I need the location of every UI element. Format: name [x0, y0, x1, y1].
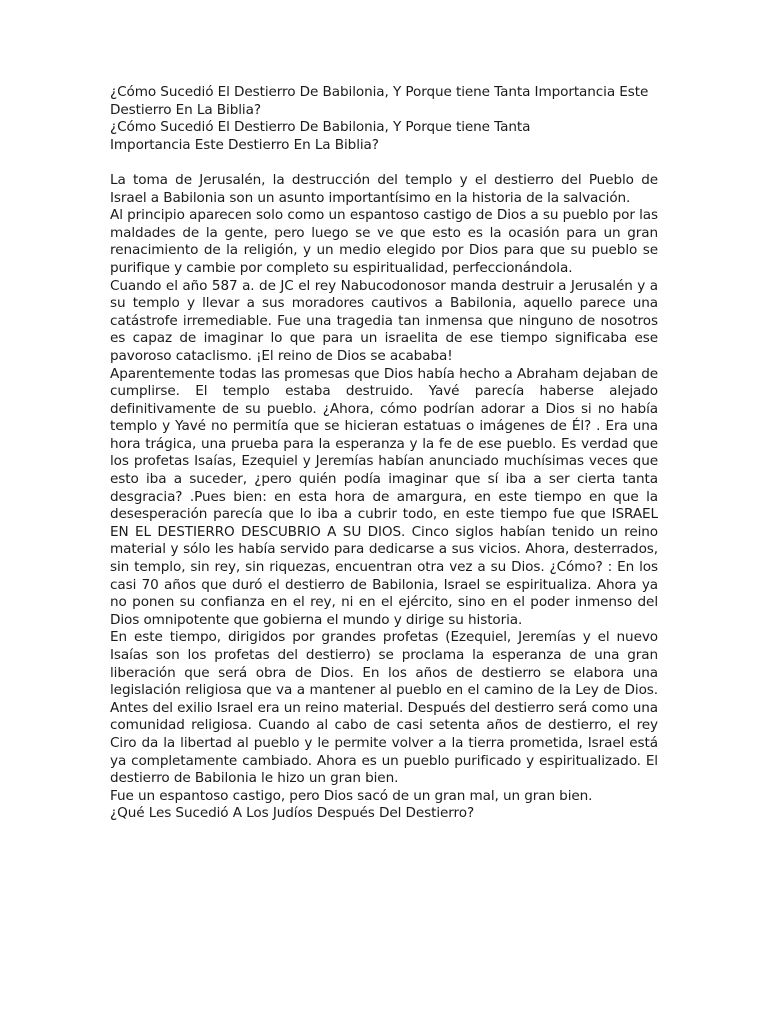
paragraph-intro: La toma de Jerusalén, la destrucción del templo y el destierro del Pueblo de Israel a Babilonia son un asunto importantísimo en la historia de la salvación.: [110, 171, 658, 206]
document-title: ¿Cómo Sucedió El Destierro De Babilonia, Y Porque tiene Tanta Importancia Este Destierro En La Biblia?: [110, 84, 649, 118]
document-title-repeat: ¿Cómo Sucedió El Destierro De Babilonia, Y Porque tiene Tanta Importancia Este Destierro En La Biblia?: [110, 119, 531, 153]
blank-line: [110, 154, 658, 172]
paragraph-punishment: Al principio aparecen solo como un espantoso castigo de Dios a su pueblo por las maldades de la gente, pero luego se ve que esto es la ocasión para un gran renacimiento de la religión, y un medio elegido por Dios para que su pueblo se purifique y cambie por completo su espiritualidad, perfeccionándola.: [110, 207, 658, 276]
document-page: [110, 84, 658, 823]
closing-line: Fue un espantoso castigo, pero Dios sacó de un gran mal, un gran bien.: [110, 787, 593, 804]
paragraph-nebuchadnezzar: Cuando el año 587 a. de JC el rey Nabucodonosor manda destruir a Jerusalén y a su templo y llevar a sus moradores cautivos a Babilonia, aquello parece una catástrofe irremediable. Fue una tragedia tan inmensa que ninguno de nosotros es capaz de imaginar lo que para un israelita de ese tiempo significaba ese pavoroso cataclismo. ¡El reino de Dios se acababa!: [110, 277, 658, 364]
next-heading: ¿Qué Les Sucedió A Los Judíos Después Del Destierro?: [110, 805, 475, 822]
paragraph-promises: Aparentemente todas las promesas que Dios había hecho a Abraham dejaban de cumplirse. El templo estaba destruido. Yavé parecía haberse alejado definitivamente de su pueblo. ¿Ahora, cómo podrían adorar a Dios si no había templo y Yavé no permitía que se hicieran estatuas o imágenes de Él? . Era una hora trágica, una prueba para la esperanza y la fe de ese pueblo. Es verdad que los profetas Isaías, Ezequiel y Jeremías habían anunciado muchísimas veces que esto iba a suceder, ¿pero quién podía imaginar que sí iba a ser cierta tanta desgracia? .Pues bien: en esta hora de amargura, en este tiempo en que la desesperación parecía que lo iba a cubrir todo, en este tiempo fue que ISRAEL EN EL DESTIERRO DESCUBRIO A SU DIOS. Cinco siglos habían tenido un reino material y sólo les había servido para dedicarse a sus vicios. Ahora, desterrados, sin templo, sin rey, sin riquezas, encuentran otra vez a su Dios. ¿Cómo? : En los casi 70 años que duró el destierro de Babilonia, Israel se espiritualiza. Ahora ya no ponen su confianza en el rey, ni en el ejército, sino en el poder inmenso del Dios omnipotente que gobierna el mundo y dirige su historia.: [110, 365, 658, 628]
paragraph-prophets: En este tiempo, dirigidos por grandes profetas (Ezequiel, Jeremías y el nuevo Isaías son los profetas del destierro) se proclama la esperanza de una gran liberación que será obra de Dios. En los años de destierro se elabora una legislación religiosa que va a mantener al pueblo en el camino de la Ley de Dios. Antes del exilio Israel era un reino material. Después del destierro será como una comunidad religiosa. Cuando al cabo de casi setenta años de destierro, el rey Ciro da la libertad al pueblo y le permite volver a la tierra prometida, Israel está ya completamente cambiado. Ahora es un pueblo purificado y espiritualizado. El destierro de Babilonia le hizo un gran bien.: [110, 629, 658, 787]
